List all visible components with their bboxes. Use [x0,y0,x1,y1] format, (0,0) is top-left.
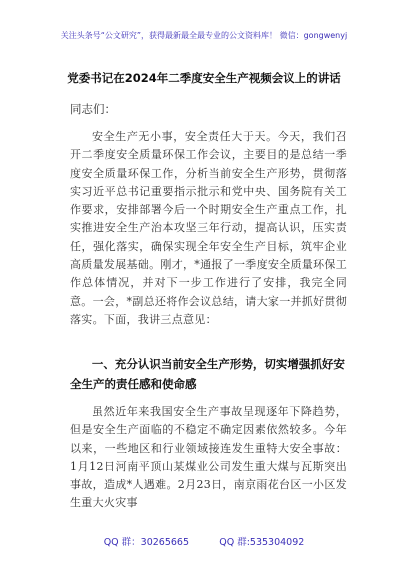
salutation: 同志们： [70,102,116,116]
document-title: 党委书记在2024年二季度安全生产视频会议上的讲话 [67,71,341,85]
footer-qq-groups [0,534,408,548]
footer-qq-1: QQ 群：30265665 [103,537,190,548]
body-paragraph-2: 虽然近年来我国安全生产事故呈现逐年下降趋势，但是安全生产面临的不稳定不确定因素依然较多。今年以来，一些地区和行业领域接连发生重特大安全事故：1月12日河南平顶山某煤业公司发生重大煤与瓦斯突出事故，造成*人遇难。2月23日，南京雨花台区一小区发生重大火灾事 [70,405,347,510]
body-paragraph-1: 安全生产无小事，安全责任大于天。今天，我们召开二季度安全质量环保工作会议，主要目的是总结一季度安全质量环保工作，分析当前安全生产形势，贯彻落实习近平总书记重要指示批示和党中央、国务院有关工作要求，安排部署今后一个时期安全生产重点工作，扎实推进安全生产治本攻坚三年行动，提高认识，压实责任，强化落实，确保实现全年安全生产目标，筑牢企业高质量发展基础。刚才，*通报了一季度安全质量环保工作总体情况，并对下一步工作进行了安排，我完全同意。一会，*副总还将作会议总结，请大家一并抓好贯彻落实。下面，我讲三点意见： [70,130,347,326]
section-heading-1: 一、充分认识当前安全生产形势，切实增强抓好安全生产的责任感和使命感 [70,357,345,391]
footer-qq-2: QQ 群:535304092 [219,537,305,548]
header-banner: 关注头条号“公文研究”，获得最新最全最专业的公文资料库！ 微信：gongwenyj [60,31,348,40]
